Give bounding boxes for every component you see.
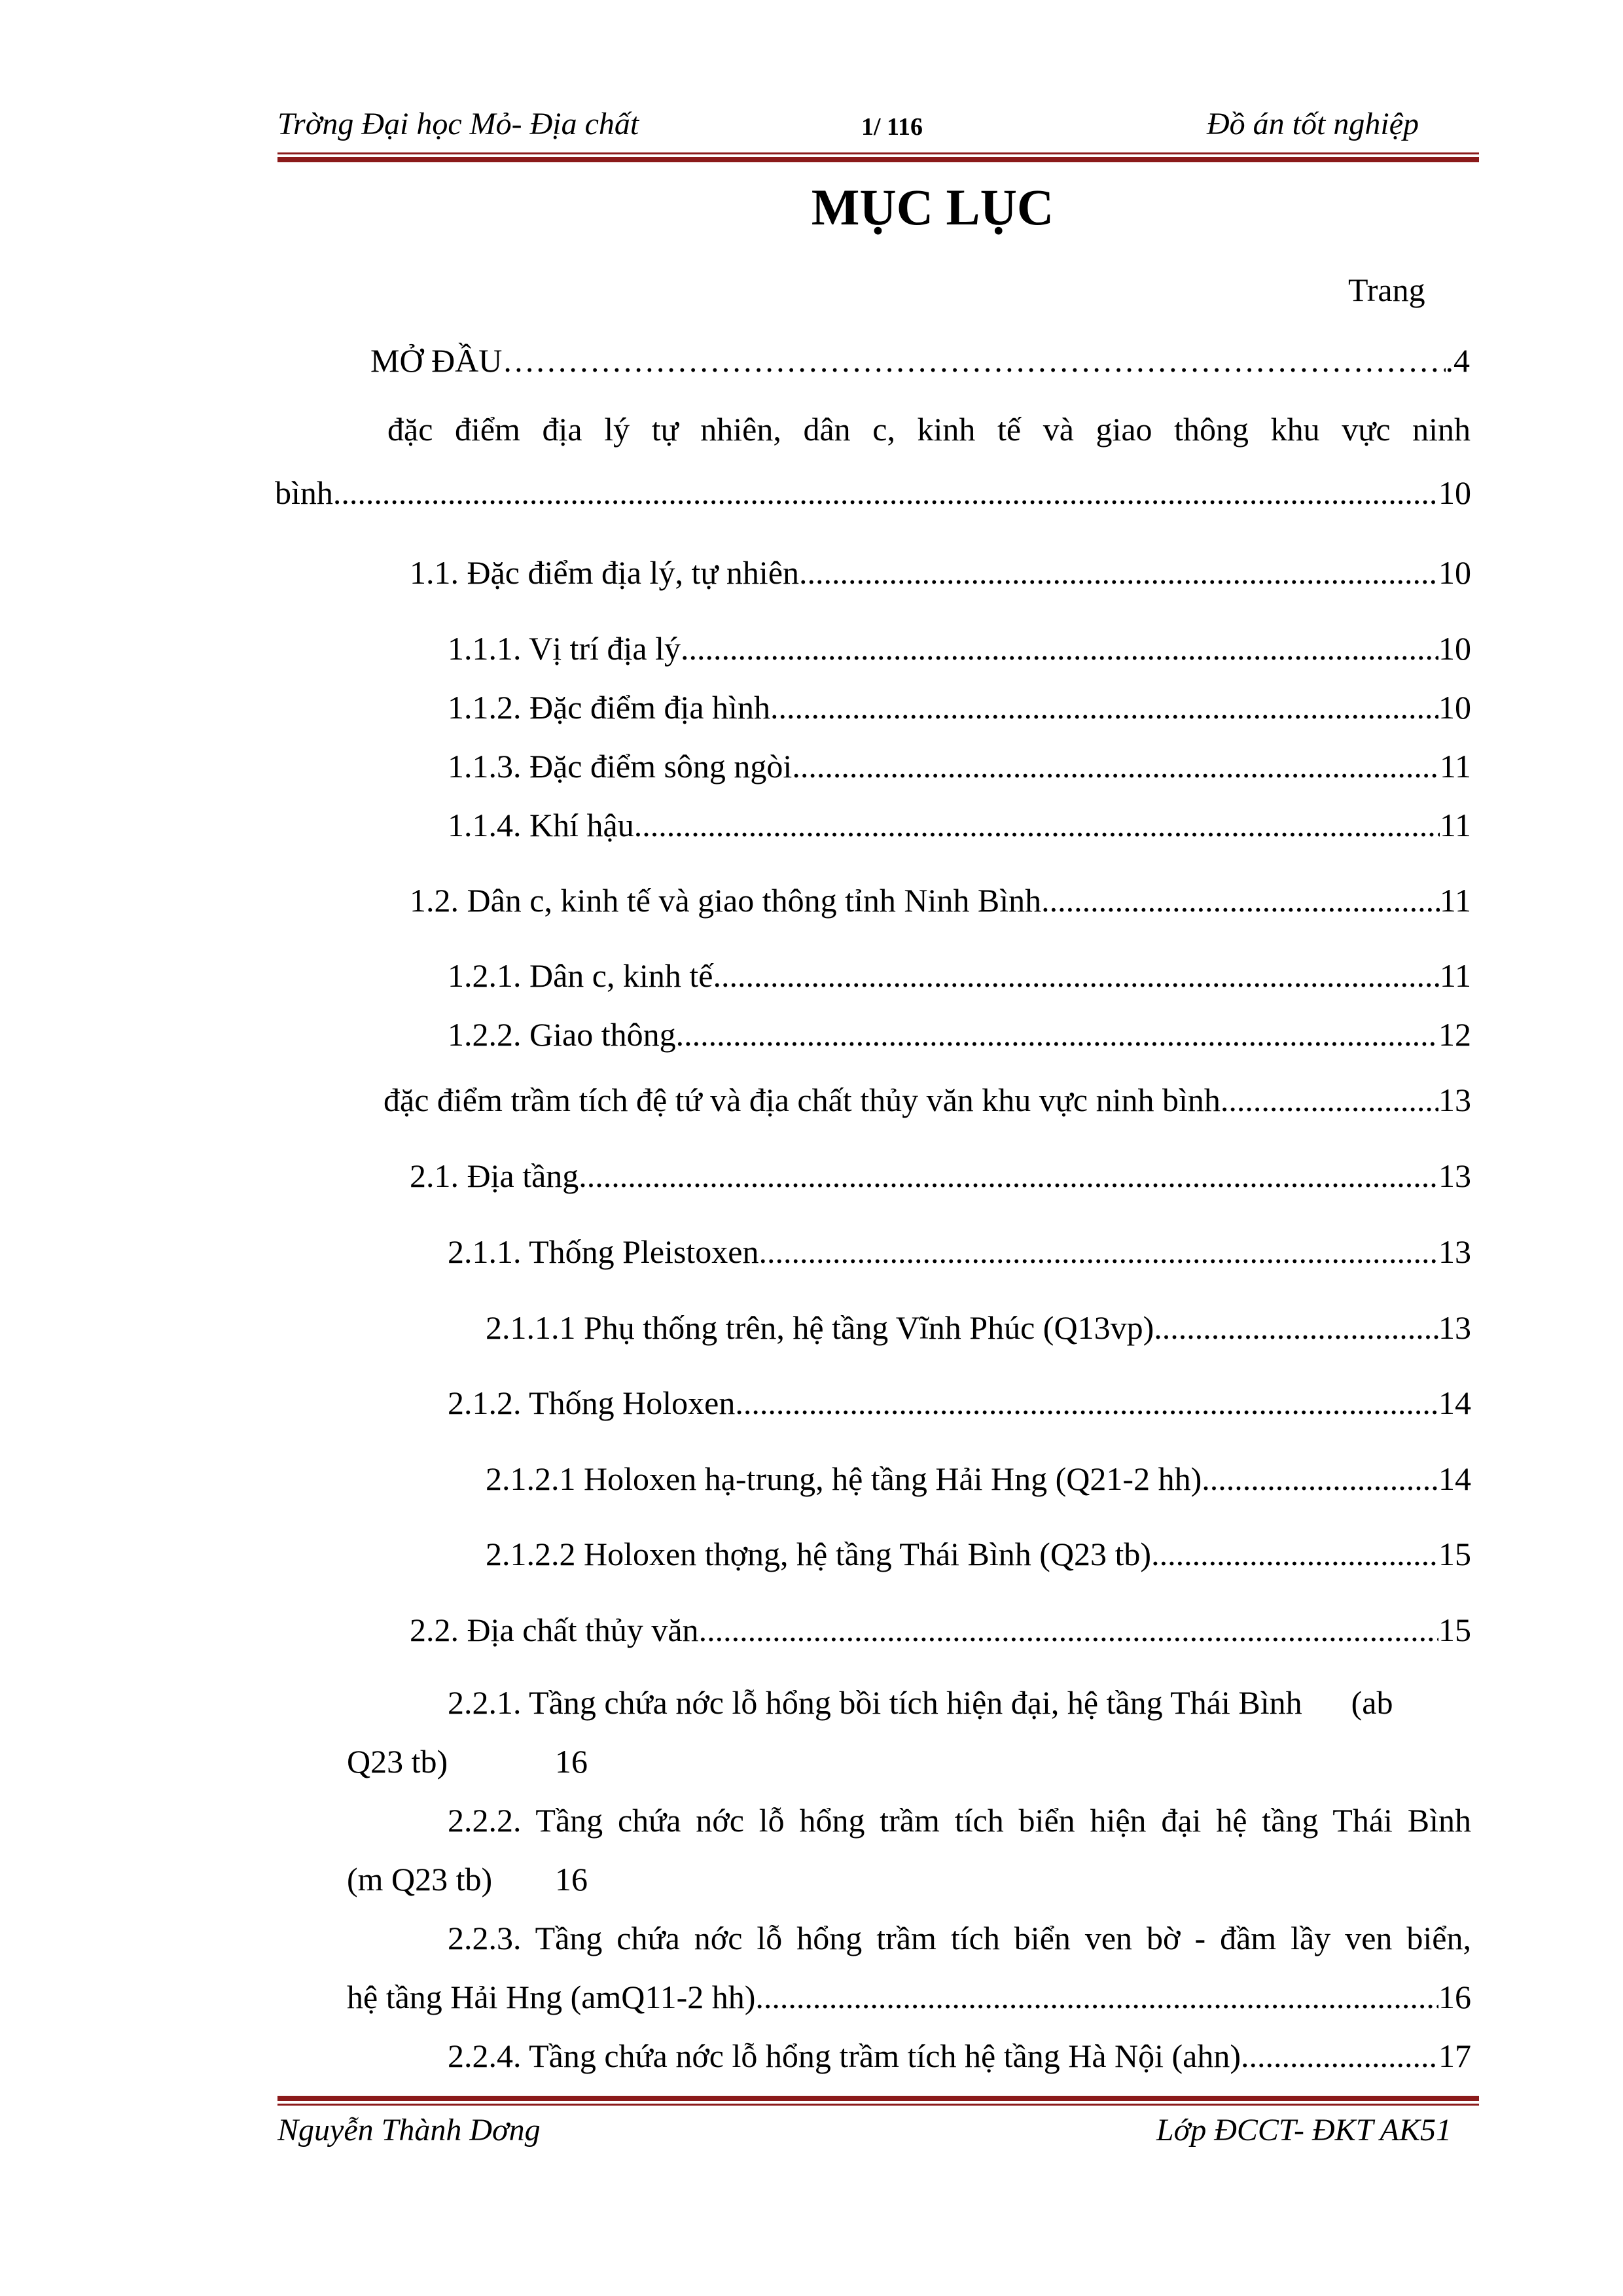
toc-dot-leader (1241, 2037, 1438, 2075)
toc-entry-page: 11 (1439, 807, 1471, 843)
toc-dot-leader (792, 747, 1440, 785)
toc-entry-2-2-2-line2[interactable]: (m Q23 tb) (347, 1861, 493, 1898)
toc-entry-page: 13 (1438, 1157, 1471, 1194)
toc-entry-2-2-3-line1[interactable]: 2.2.3. Tầng chứa nớc lỗ hổng trầm tích biển ven bờ - đầm lầy ven biển, (448, 1920, 1471, 1956)
toc-entry-page: 10 (1438, 689, 1471, 726)
toc-entry-2-1[interactable] (410, 1157, 1471, 1195)
toc-entry-page: 12 (1438, 1016, 1471, 1053)
toc-entry-title: 1.2. Dân c, kinh tế và giao thông tỉnh Ninh Bình (410, 882, 1042, 919)
toc-entry-2-2-2-page: 16 (555, 1861, 588, 1898)
toc-dot-leader (755, 1978, 1438, 2016)
toc-entry-title: 2.1. Địa tầng (410, 1157, 579, 1194)
toc-entry-2-1-1-1[interactable] (486, 1309, 1471, 1347)
footer-rule-thin (277, 2104, 1479, 2106)
toc-entry-2-1-1[interactable] (448, 1233, 1471, 1271)
toc-entry-2-1-2-2[interactable] (486, 1535, 1471, 1573)
toc-entry-page: 17 (1438, 2038, 1471, 2074)
toc-entry-title: MỞ ĐẦU (370, 342, 503, 379)
toc-entry-page: 13 (1438, 1233, 1471, 1270)
toc-dot-leader (502, 342, 1445, 380)
toc-entry-title: đặc điểm trầm tích đệ tứ và địa chất thủy văn khu vực ninh bình (383, 1082, 1221, 1118)
header-page-number: 1/ 116 (861, 113, 923, 141)
toc-entry-title: 2.1.2. Thống Holoxen (448, 1385, 736, 1421)
toc-entry-title: 1.1.2. Đặc điểm địa hình (448, 689, 770, 726)
toc-entry-1-1[interactable] (410, 554, 1471, 592)
toc-entry-2-2-2-line1[interactable]: 2.2.2. Tầng chứa nớc lỗ hổng trầm tích biển hiện đại hệ tầng Thái Bình (448, 1802, 1471, 1839)
toc-entry-2-2-1-line2[interactable]: Q23 tb) (347, 1743, 448, 1780)
toc-chapter-1-line2[interactable] (275, 474, 1471, 512)
toc-entry-title: 1.1.3. Đặc điểm sông ngòi (448, 748, 793, 785)
toc-entry-2-2-4[interactable] (448, 2037, 1471, 2075)
page-column-label: Trang (1348, 272, 1425, 308)
toc-dot-leader (1221, 1081, 1438, 1119)
toc-dot-leader (699, 1611, 1438, 1649)
toc-dot-leader (1154, 1309, 1438, 1347)
page-title: MỤC LỤC (811, 179, 1054, 236)
toc-entry-mo-dau[interactable] (370, 342, 1470, 380)
toc-entry-title: 2.1.1. Thống Pleistoxen (448, 1233, 759, 1270)
toc-dot-leader (799, 554, 1438, 592)
toc-dot-leader (713, 957, 1439, 995)
toc-entry-1-1-2[interactable] (448, 688, 1471, 726)
toc-entry-page: 11 (1439, 748, 1471, 785)
toc-chapter-2[interactable] (383, 1081, 1471, 1119)
toc-dot-leader (735, 1384, 1438, 1422)
toc-chapter-1-line1[interactable]: đặc điểm địa lý tự nhiên, dân c, kinh tế và giao thông khu vực ninh (387, 411, 1471, 448)
toc-entry-1-2-1[interactable] (448, 957, 1471, 995)
toc-entry-title: bình (275, 474, 333, 511)
toc-entry-title: 1.2.2. Giao thông (448, 1016, 676, 1053)
toc-entry-page: 13 (1438, 1309, 1471, 1346)
toc-entry-title: 2.1.2.2 Holoxen thợng, hệ tầng Thái Bình (Q23 tb) (486, 1536, 1152, 1572)
header-rule-thick (277, 157, 1479, 162)
toc-entry-title: 2.2.4. Tầng chứa nớc lỗ hổng trầm tích hệ tầng Hà Nội (ahn) (448, 2038, 1241, 2074)
page-header (277, 106, 1479, 152)
toc-entry-title: 1.2.1. Dân c, kinh tế (448, 957, 713, 994)
toc-entry-title: 2.2. Địa chất thủy văn (410, 1612, 699, 1648)
toc-entry-title: 2.1.2.1 Holoxen hạ-trung, hệ tầng Hải Hng (Q21-2 hh) (486, 1460, 1202, 1497)
footer-class: Lớp ĐCCT- ĐKT AK51 (1156, 2113, 1452, 2147)
toc-dot-leader (681, 629, 1438, 667)
toc-dot-leader (333, 474, 1438, 512)
toc-entry-page: 10 (1438, 474, 1471, 511)
footer-rule-thick (277, 2096, 1479, 2101)
toc-dot-leader (634, 806, 1440, 844)
footer-author: Nguyễn Thành Dơng (277, 2113, 541, 2147)
toc-entry-title: 2.1.1.1 Phụ thống trên, hệ tầng Vĩnh Phúc (Q13vp) (486, 1309, 1154, 1346)
header-rule-thin (277, 152, 1479, 154)
toc-entry-page: 14 (1438, 1460, 1471, 1497)
toc-entry-2-2-1-page: 16 (555, 1743, 588, 1780)
header-doc-type: Đồ án tốt nghiệp (1207, 107, 1419, 141)
header-university: Trờng Đại học Mỏ- Địa chất (277, 107, 639, 141)
toc-entry-page: 15 (1438, 1536, 1471, 1572)
toc-entry-page: 13 (1438, 1082, 1471, 1118)
toc-entry-1-2-2[interactable] (448, 1016, 1471, 1053)
toc-entry-page: 10 (1438, 554, 1471, 591)
toc-entry-2-1-2[interactable] (448, 1384, 1471, 1422)
toc-dot-leader (579, 1157, 1438, 1195)
toc-entry-title: hệ tầng Hải Hng (amQ11-2 hh) (347, 1979, 756, 2015)
toc-dot-leader (676, 1016, 1438, 1053)
toc-entry-title: 1.1.1. Vị trí địa lý (448, 630, 681, 667)
toc-entry-2-2-3-line2[interactable] (347, 1978, 1471, 2016)
toc-entry-2-1-2-1[interactable] (486, 1460, 1471, 1498)
toc-entry-page: 16 (1438, 1979, 1471, 2015)
toc-entry-page: 11 (1439, 957, 1471, 994)
toc-entry-1-1-3[interactable] (448, 747, 1471, 785)
toc-entry-1-1-1[interactable] (448, 629, 1471, 667)
toc-dot-leader (1202, 1460, 1438, 1498)
toc-entry-page: .4 (1445, 342, 1470, 379)
toc-dot-leader (770, 688, 1438, 726)
toc-dot-leader (1041, 881, 1440, 919)
toc-entry-page: 14 (1438, 1385, 1471, 1421)
toc-dot-leader (1151, 1535, 1438, 1573)
toc-entry-1-2[interactable] (410, 881, 1471, 919)
toc-entry-1-1-4[interactable] (448, 806, 1471, 844)
toc-entry-page: 15 (1438, 1612, 1471, 1648)
toc-entry-title: 1.1. Đặc điểm địa lý, tự nhiên (410, 554, 800, 591)
toc-dot-leader (758, 1233, 1438, 1271)
toc-entry-2-2-1-line1[interactable]: 2.2.1. Tầng chứa nớc lỗ hổng bồi tích hiện đại, hệ tầng Thái Bình (ab (448, 1684, 1393, 1721)
toc-entry-page: 11 (1439, 882, 1471, 919)
toc-entry-title: 1.1.4. Khí hậu (448, 807, 634, 843)
toc-entry-page: 10 (1438, 630, 1471, 667)
toc-entry-2-2[interactable] (410, 1611, 1471, 1649)
